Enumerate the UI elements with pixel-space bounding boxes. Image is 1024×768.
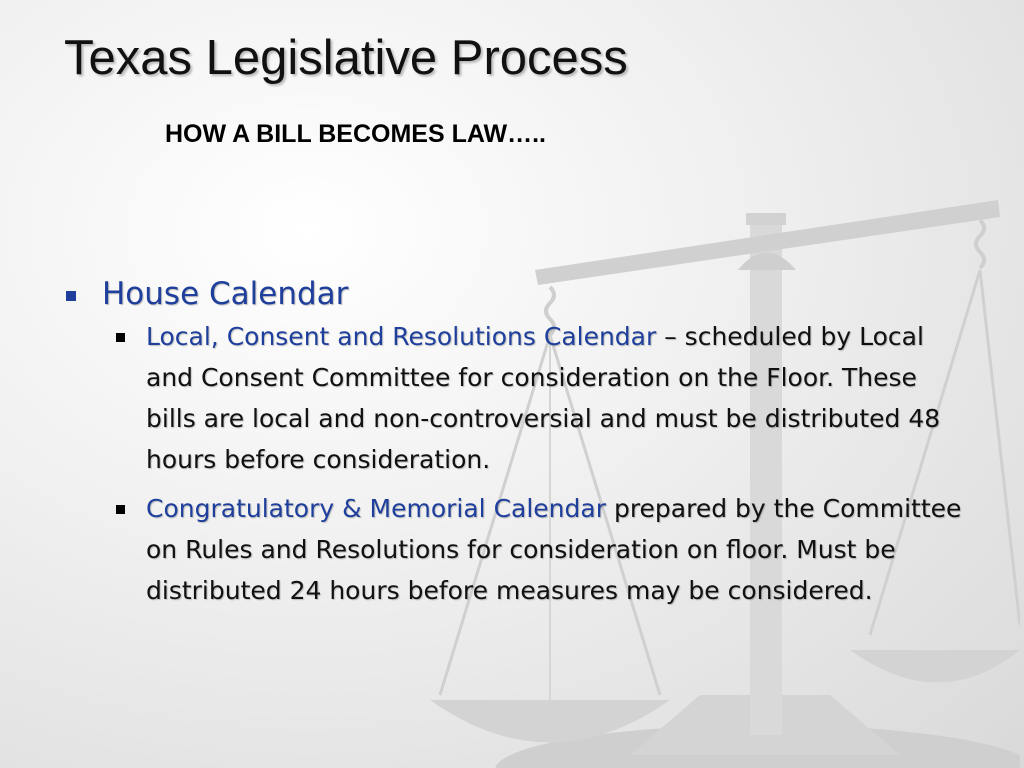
page-subtitle: HOW A BILL BECOMES LAW…..	[165, 120, 547, 148]
square-bullet-icon	[66, 291, 76, 301]
calendar-name: Congratulatory & Memorial Calendar	[146, 494, 606, 523]
calendar-description: – scheduled by Local and Consent Committee for consideration on the Floor. These bills are local and non-controversial and must be distributed 48 hours before consideration.	[146, 322, 941, 474]
bullet-list	[62, 272, 962, 611]
square-bullet-icon	[116, 505, 125, 514]
bullet-item-house-calendar	[62, 272, 962, 316]
sub-bullet-item-congratulatory-memorial	[146, 488, 966, 611]
calendar-name: Local, Consent and Resolutions Calendar	[146, 322, 657, 351]
calendar-description: prepared by the Committee on Rules and Resolutions for consideration on floor. Must be distributed 24 hours before measures may be considered.	[146, 494, 962, 605]
sub-bullet-item-local-consent	[146, 316, 966, 480]
square-bullet-icon	[116, 333, 125, 342]
page-title: Texas Legislative Process	[64, 31, 628, 85]
bullet-heading: House Calendar	[102, 276, 349, 312]
